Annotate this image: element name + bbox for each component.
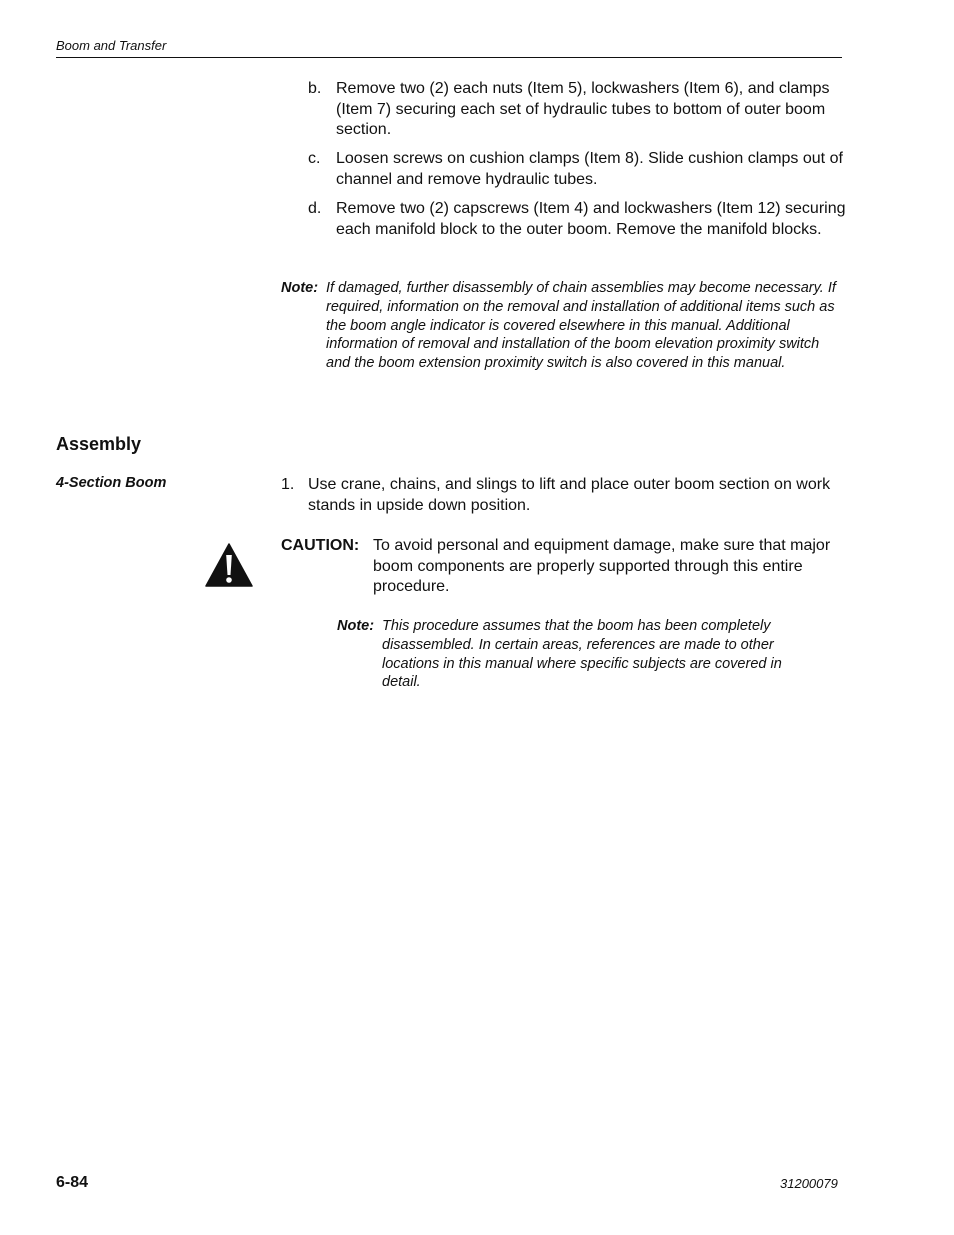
step-text: Remove two (2) capscrews (Item 4) and lockwashers (Item 12) securing each manifold block to the outer boom. Remove the manifold blocks. xyxy=(336,200,846,238)
step-text: Remove two (2) each nuts (Item 5), lockwashers (Item 6), and clamps (Item 7) securing each set of hydraulic tubes to bottom of outer boom section. xyxy=(336,80,830,138)
step-d xyxy=(308,199,848,240)
document-number: 31200079 xyxy=(780,1176,838,1191)
step-text: Loosen screws on cushion clamps (Item 8). Slide cushion clamps out of channel and remove hydraulic tubes. xyxy=(336,150,843,188)
note-procedure xyxy=(337,617,822,692)
section-heading: Assembly xyxy=(56,434,142,454)
subsection-heading: 4-Section Boom xyxy=(56,475,167,491)
step-letter: b. xyxy=(308,80,322,97)
step-letter: c. xyxy=(308,150,321,167)
header-divider xyxy=(56,57,842,58)
step-b xyxy=(308,79,848,141)
note-label: Note: xyxy=(337,618,375,634)
step-text: Use crane, chains, and slings to lift and place outer boom section on work stands in upside down position. xyxy=(308,476,831,514)
step-number: 1. xyxy=(281,476,295,493)
note-disassembly xyxy=(281,279,841,373)
note-text: If damaged, further disassembly of chain assemblies may become necessary. If required, information on the removal and installation of additional items such as the boom angle indicator is covered elsewhere in this manual. Additional information of removal and installation of the boom elevation proximity switch and the boom extension proximity switch is also covered in this manual. xyxy=(326,280,836,372)
step-c xyxy=(308,149,848,190)
step-letter: d. xyxy=(308,200,322,217)
caution-text: To avoid personal and equipment damage, make sure that major boom components are properly supported through this entire procedure. xyxy=(373,537,831,595)
warning-triangle-icon xyxy=(205,543,253,587)
note-text: This procedure assumes that the boom has been completely disassembled. In certain areas, references are made to other locations in this manual where specific subjects are covered in detail. xyxy=(382,618,782,691)
note-label: Note: xyxy=(281,280,319,296)
caution-block xyxy=(281,536,846,598)
page-number: 6-84 xyxy=(56,1174,89,1191)
assembly-step-1 xyxy=(281,475,841,516)
caution-label: CAUTION: xyxy=(281,537,360,554)
header-section-title: Boom and Transfer xyxy=(56,38,167,53)
